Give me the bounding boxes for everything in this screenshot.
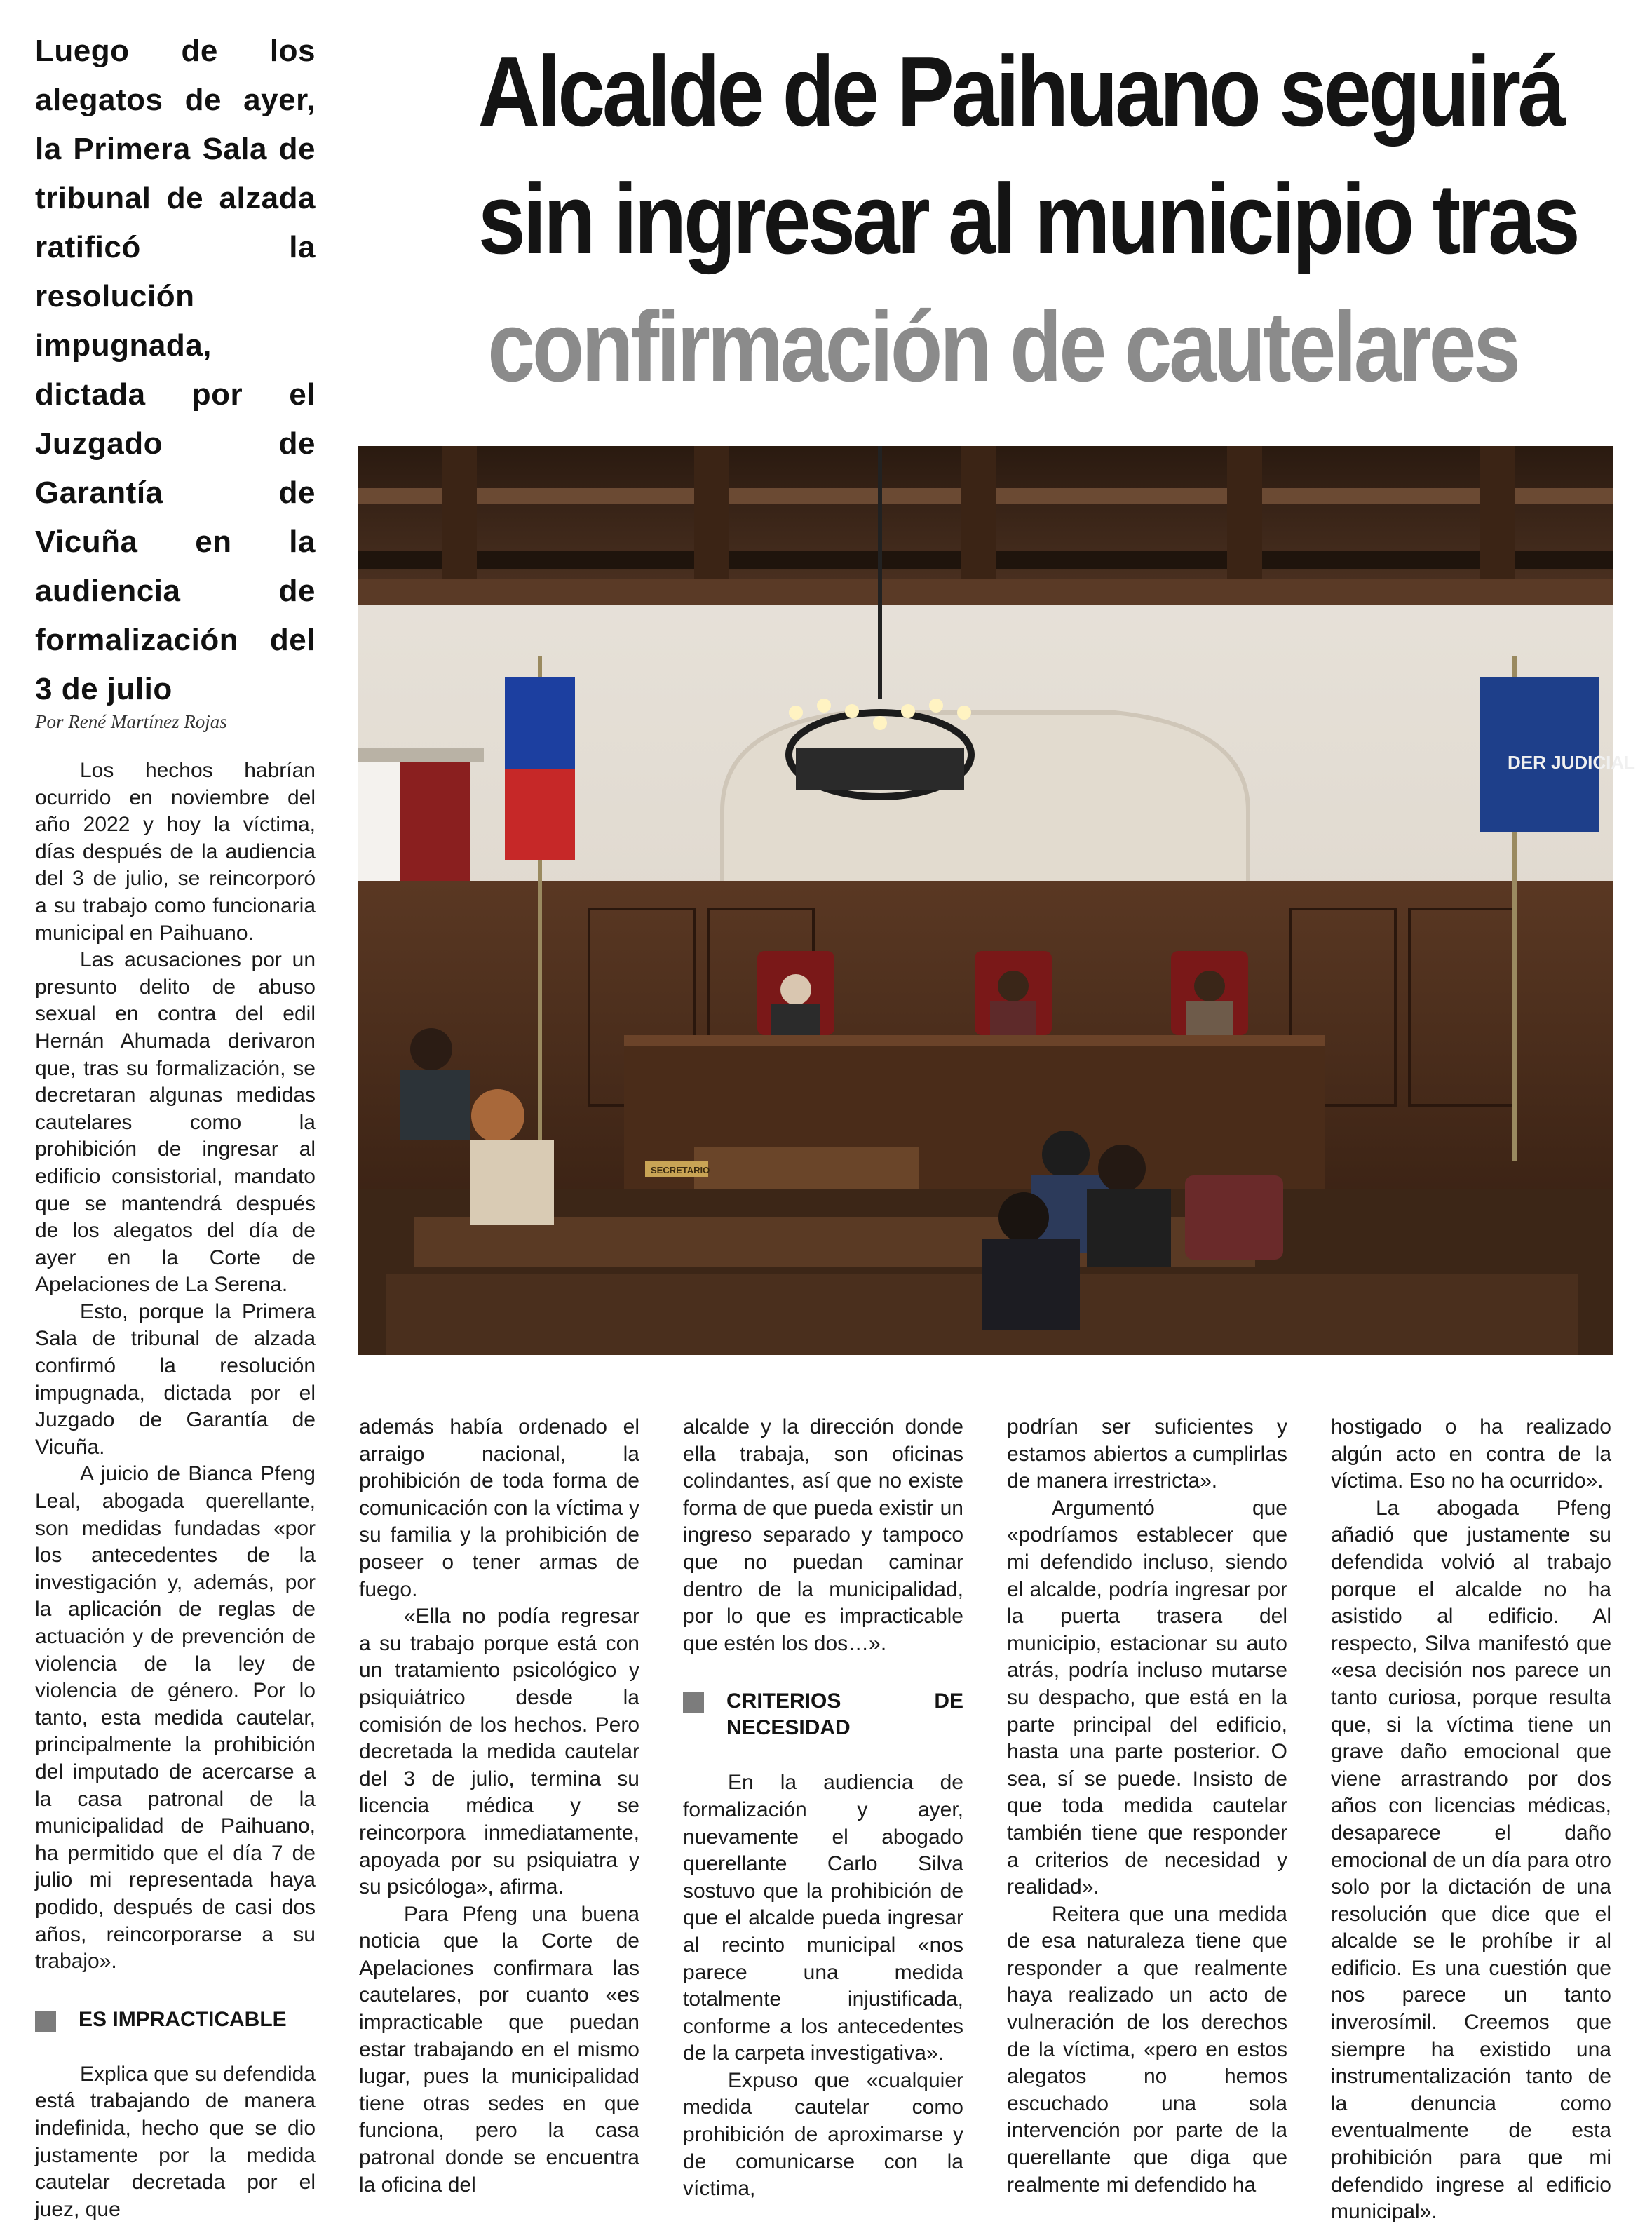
subheading-es-impracticable	[35, 2006, 316, 2033]
courtroom-photo	[358, 446, 1636, 1355]
paragraph: Para Pfeng una buena noticia que la Corte de Apelaciones confirmara las cautelares, por cuanto «es impracticable que puedan estar trabajando en el mismo lugar, pues la municipalidad tiene otras sedes en que funciona, pero la casa patronal donde se encuentra la oficina del	[359, 1902, 639, 2197]
paragraph: Las acusaciones por un presunto delito de abuso sexual en contra del edil Hernán Ahumada derivaron que, tras su formalización, se decretaran algunas medidas cautelares como la prohibición de ingresar al edificio consistorial, mandato que se mantendrá después de los alegatos del día de ayer en la Corte de Apelaciones de La Serena.	[35, 948, 316, 1297]
paragraph: además había ordenado el arraigo nacional, la prohibición de toda forma de comunicación con la víctima y su familia y la prohibición de poseer o tener armas de fuego.	[359, 1415, 639, 1601]
subheading-criterios-de-necesidad	[683, 1688, 963, 1741]
headline	[478, 28, 1578, 411]
paragraph: Expuso que «cualquier medida cautelar como prohibición de aproximarse y de comunicarse con la víctima,	[683, 2068, 963, 2201]
subheading-text: ES IMPRACTICABLE	[79, 2007, 287, 2031]
column-2	[359, 1414, 639, 2199]
paragraph: Argumentó que «podríamos establecer que mi defendido incluso, siendo el alcalde, podría ingresar por la puerta trasera del municipio, estacionar su auto atrás, podría incluso mutarse su despacho, que está en la parte principal del edificio, hasta una parte posterior. O sea, sí se puede. Insisto de que toda medida cautelar también tiene que responder a criterios de necesidad y realidad».	[1007, 1496, 1287, 1899]
paragraph: podrían ser suficientes y estamos abiertos a cumplirlas de manera irrestricta».	[1007, 1415, 1287, 1493]
banner-text: DER JUDICIAL	[1508, 752, 1636, 773]
nameplate-text: SECRETARIO	[651, 1165, 710, 1175]
paragraph: A juicio de Bianca Pfeng Leal, abogada querellante, son medidas fundadas «por los antecedentes de la investigación y, además, por la aplicación de reglas de actuación y de prevención de violencia de la ley de violencia de género. Por lo tanto, esta medida cautelar, principalmente la prohibición del imputado de acercarse a la casa patronal de la municipalidad de Paihuano, ha permitido que el día 7 de julio mi representada haya podido, después de casi dos años, reincorporarse a su trabajo».	[35, 1462, 316, 1974]
paragraph: La abogada Pfeng añadió que justamente su defendida volvió al trabajo porque el alcalde no ha asistido al edificio. Al respecto, Silva manifestó que «esa decisión nos parece un tanto curiosa, porque resulta que, si la víctima tiene un grave daño emocional que viene arrastrando por dos años con licencias médicas, desaparece el daño emocional de un día para otro solo por la dictación de una resolución que dice que el alcalde se le prohíbe ir al edificio. Es una cuestión que nos parece un tanto inverosímil. Creemos que siempre ha existido una instrumentalización tanto de la denuncia como eventualmente de esta prohibición para que mi defendido ingrese al edificio municipal».	[1331, 1496, 1611, 2224]
headline-line-1: Alcalde de Paihuano seguirá	[478, 36, 1563, 147]
paragraph: Los hechos habrían ocurrido en noviembre del año 2022 y hoy la víctima, días después de la audiencia del 3 de julio, se reincorporó a su trabajo como funcionaria municipal en Paihuano.	[35, 759, 316, 945]
subheading-square-icon	[683, 1692, 704, 1713]
column-3	[683, 1414, 963, 2203]
paragraph: alcalde y la dirección donde ella trabaja, son oficinas colindantes, así que no existe forma de que pueda existir un ingreso separado y tampoco que no puedan caminar dentro de la municipalidad, por lo que es impracticable que estén los dos…».	[683, 1415, 963, 1655]
paragraph: Explica que su defendida está trabajando de manera indefinida, hecho que se dio justamente por la medida cautelar decretada por el juez, que	[35, 2062, 316, 2221]
article-deck: Luego de los alegatos de ayer, la Primera Sala de tribunal de alzada ratificó la resolución impugnada, dictada por el Juzgado de Garantía de Vicuña en la audiencia de formalización del 3 de julio	[35, 34, 316, 706]
subheading-square-icon	[35, 2011, 56, 2032]
byline: Por René Martínez Rojas	[35, 711, 227, 732]
paragraph: hostigado o ha realizado algún acto en contra de la víctima. Eso no ha ocurrido».	[1331, 1415, 1611, 1493]
subheading-text: CRITERIOS DE NECESIDAD	[726, 1689, 963, 1740]
paragraph: En la audiencia de formalización y ayer, nuevamente el abogado querellante Carlo Silva sostuvo que la prohibición de que el alcalde pueda ingresar al recinto municipal «nos parece una medida totalmente injustificada, conforme a los antecedentes de la carpeta investigativa».	[683, 1771, 963, 2065]
paragraph: «Ella no podía regresar a su trabajo porque está con un tratamiento psicológico y psiquiátrico desde la comisión de los hechos. Pero decretada la medida cautelar del 3 de julio, termina su licencia médica y se reincorpora inmediatamente, apoyada por su psiquiatra y su psicóloga», afirma.	[359, 1605, 639, 1899]
column-1	[35, 757, 316, 2223]
headline-line-3: confirmación de cautelares	[487, 291, 1518, 403]
paragraph: Reitera que una medida de esa naturaleza tiene que responder a que realmente haya realizado un acto de vulneración de los derechos de la víctima, «pero en estos alegatos no hemos escuchado una sola intervención por parte de la querellante que diga que realmente mi defendido ha	[1007, 1902, 1287, 2197]
column-4	[1007, 1414, 1287, 2199]
headline-line-2: sin ingresar al municipio tras	[478, 163, 1578, 275]
paragraph: Esto, porque la Primera Sala de tribunal de alzada confirmó la resolución impugnada, dictada por el Juzgado de Garantía de Vicuña.	[35, 1300, 316, 1459]
column-5	[1331, 1414, 1611, 2226]
